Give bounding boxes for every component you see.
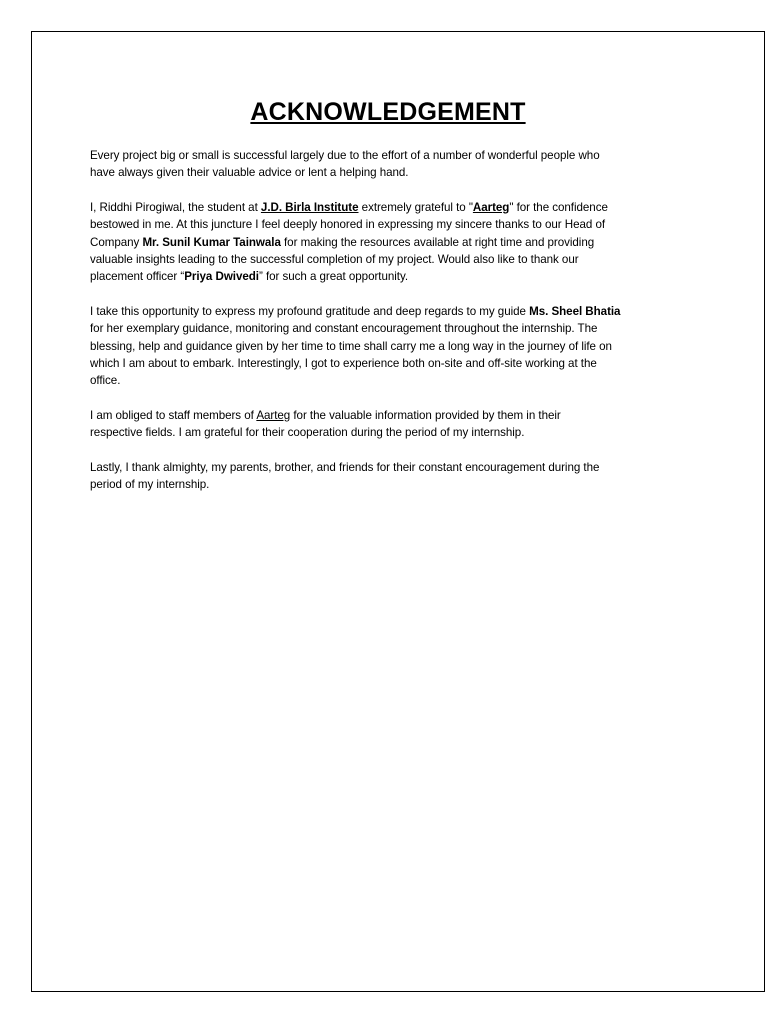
paragraph-text: for making the resources available at right time and providing valuable insights leading to the successful completion of my project. Would also like to thank our placement officer “ (90, 235, 595, 284)
document-title: ACKNOWLEDGEMENT (250, 98, 526, 126)
paragraph-text: ” for such a great opportunity. (258, 270, 409, 284)
document-body (90, 96, 686, 511)
paragraph-text: extremely grateful to " (358, 200, 473, 214)
paragraph-staff-thanks (90, 407, 686, 442)
paragraph-student-thanks (90, 199, 686, 286)
paragraph-text: I am obliged to staff members of (90, 408, 257, 422)
company-name: Aarteg (472, 200, 510, 214)
paragraph-text: for her exemplary guidance, monitoring and constant encouragement throughout the internship. The blessing, help and guidance given by her time to time shall carry me a long way in the journey of life on which I am about to embark. Interestingly, I got to experience both on-site and off-site working at the office. (90, 322, 612, 388)
paragraph-guide-thanks (90, 303, 686, 390)
paragraph-text: for the valuable information provided by them in their respective fields. I am grateful for their cooperation during the period of my internship. (90, 408, 561, 440)
paragraph-text: I, Riddhi Pirogiwal, the student at (90, 200, 261, 214)
paragraph-text: I take this opportunity to express my profound gratitude and deep regards to my guide (90, 304, 530, 318)
paragraph-closing: Lastly, I thank almighty, my parents, brother, and friends for their constant encouragement during the period of my internship. (90, 460, 600, 492)
paragraph-intro: Every project big or small is successful largely due to the effort of a number of wonderful people who have always given their valuable advice or lent a helping hand. (90, 149, 600, 180)
guide-name: Ms. Sheel Bhatia (529, 304, 621, 318)
paragraph-text: " for the confidence bestowed in me. At this juncture I feel deeply honored in expressing my sincere thanks to our Head of Company (90, 200, 608, 249)
placement-officer-name: Priya Dwivedi (184, 270, 259, 284)
institute-name: J.D. Birla Institute (260, 200, 359, 214)
head-of-company-name: Mr. Sunil Kumar Tainwala (142, 235, 281, 249)
company-name: Aarteg (256, 408, 291, 422)
